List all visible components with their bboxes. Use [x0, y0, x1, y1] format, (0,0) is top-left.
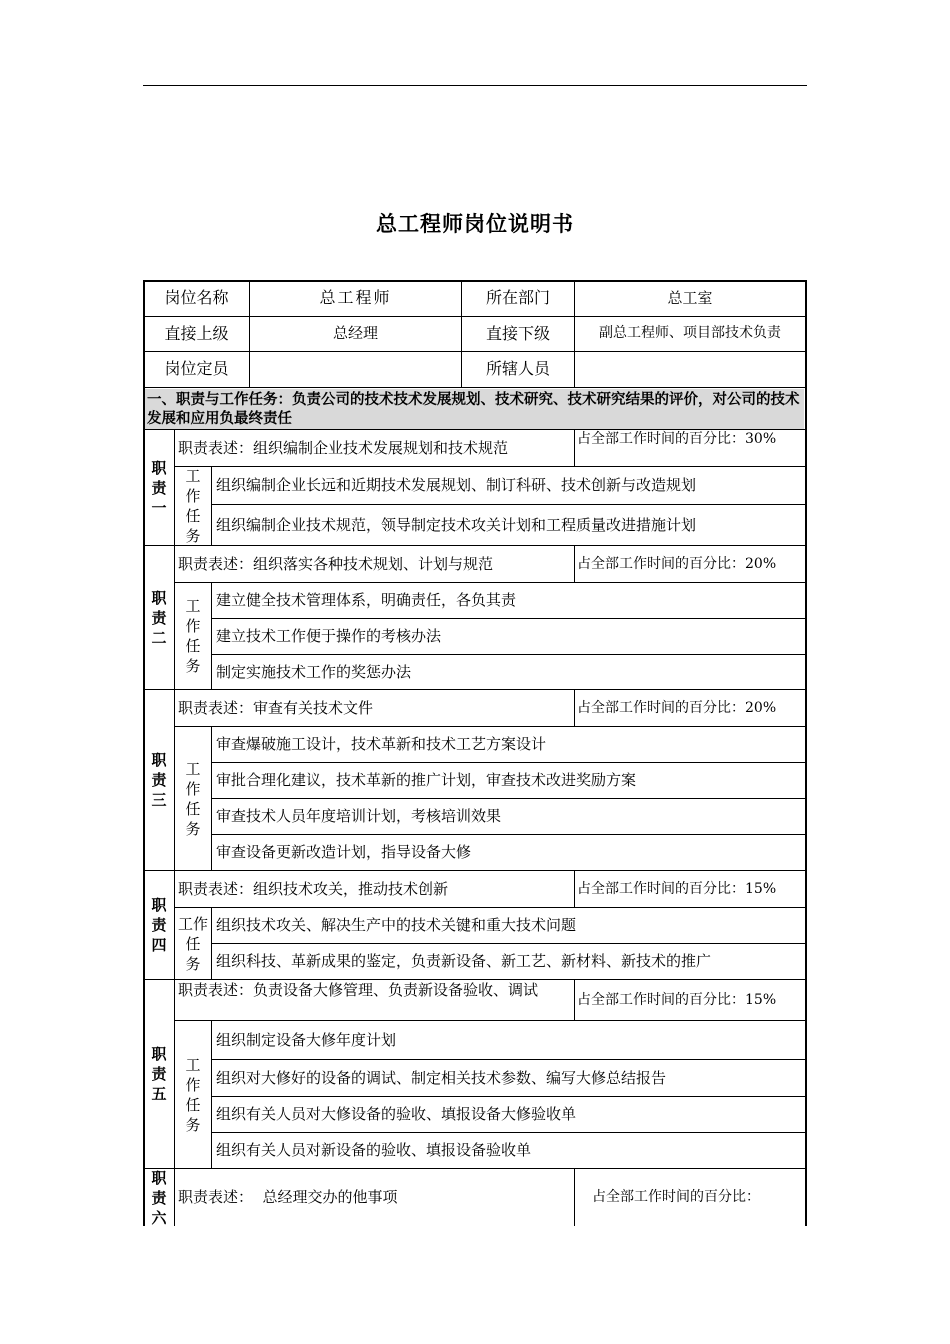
section-header: 一、职责与工作任务：负责公司的技术技术发展规划、技术研究、技术研究结果的评价，对公司的技术发展和应用负最终责任 — [145, 389, 804, 429]
duty-description: 职责表述：负责设备大修管理、负责新设备验收、调试 — [178, 981, 539, 999]
duty-description: 职责表述： 总经理交办的他事项 — [178, 1188, 398, 1206]
task-item: 组织制定设备大修年度计划 — [216, 1031, 397, 1049]
superior-label: 直接上级 — [164, 324, 229, 343]
task-item: 组织对大修好的设备的调试、制定相关技术参数、编写大修总结报告 — [216, 1069, 667, 1087]
duty-percent: 占全部工作时间的百分比：30% — [577, 431, 777, 447]
position-name-label: 岗位名称 — [164, 288, 229, 307]
task-item: 组织科技、革新成果的鉴定，负责新设备、新工艺、新材料、新技术的推广 — [216, 952, 712, 970]
duty-label: 职 责 五 — [151, 1045, 167, 1103]
duty-description: 职责表述：组织技术攻关，推动技术创新 — [178, 880, 449, 898]
task-label: 工 作 任 务 — [185, 1055, 201, 1134]
duty-label: 职 责 六 — [151, 1168, 167, 1227]
duty-percent: 占全部工作时间的百分比：15% — [577, 881, 777, 897]
duty-description: 职责表述：组织落实各种技术规划、计划与规范 — [178, 555, 494, 573]
position-name-value: 总工程师 — [319, 288, 392, 307]
staff-label: 所辖人员 — [485, 359, 550, 378]
task-item: 组织技术攻关、解决生产中的技术关键和重大技术问题 — [216, 916, 577, 934]
header-rule — [143, 85, 807, 86]
task-item: 审查技术人员年度培训计划，考核培训效果 — [216, 807, 502, 825]
duty-description: 职责表述：审查有关技术文件 — [178, 699, 374, 717]
duty-percent: 占全部工作时间的百分比：20% — [577, 556, 777, 572]
duty-percent: 占全部工作时间的百分比： — [592, 1189, 760, 1205]
subordinate-label: 直接下级 — [485, 324, 550, 343]
task-label: 工作 任 务 — [177, 914, 208, 973]
duty-label: 职 责 二 — [151, 588, 167, 647]
duty-label: 职 责 四 — [151, 896, 167, 954]
department-label: 所在部门 — [485, 288, 550, 307]
task-label: 工 作 任 务 — [185, 759, 201, 838]
task-item: 组织有关人员对大修设备的验收、填报设备大修验收单 — [216, 1105, 577, 1123]
task-label: 工 作 任 务 — [185, 467, 201, 545]
task-item: 建立健全技术管理体系，明确责任，各负其责 — [216, 591, 517, 609]
task-item: 审查设备更新改造计划，指导设备大修 — [216, 843, 472, 861]
duty-label: 职 责 三 — [151, 751, 167, 809]
task-item: 审批合理化建议，技术革新的推广计划，审查技术改进奖励方案 — [216, 771, 637, 789]
department-value: 总工室 — [667, 289, 713, 307]
duty-percent: 占全部工作时间的百分比：15% — [577, 992, 777, 1008]
headcount-value — [250, 351, 461, 387]
task-item: 制定实施技术工作的奖惩办法 — [216, 663, 412, 681]
task-label: 工 作 任 务 — [185, 597, 201, 675]
task-item: 组织编制企业技术规范，领导制定技术攻关计划和工程质量改进措施计划 — [216, 516, 697, 534]
task-item: 组织有关人员对新设备的验收、填报设备验收单 — [216, 1141, 532, 1159]
task-item: 审查爆破施工设计，技术革新和技术工艺方案设计 — [216, 735, 547, 753]
duty-percent: 占全部工作时间的百分比：20% — [577, 700, 777, 716]
subordinate-value: 副总工程师、项目部技术负责 — [599, 325, 781, 341]
page-title: 总工程师岗位说明书 — [376, 212, 574, 236]
staff-value — [575, 351, 805, 387]
task-item: 组织编制企业长远和近期技术发展规划、制订科研、技术创新与改造规划 — [216, 476, 697, 494]
headcount-label: 岗位定员 — [164, 359, 229, 378]
task-item: 建立技术工作便于操作的考核办法 — [216, 627, 442, 645]
superior-value: 总经理 — [332, 324, 378, 342]
duty-label: 职 责 一 — [151, 458, 167, 517]
duty-description: 职责表述：组织编制企业技术发展规划和技术规范 — [178, 439, 509, 457]
